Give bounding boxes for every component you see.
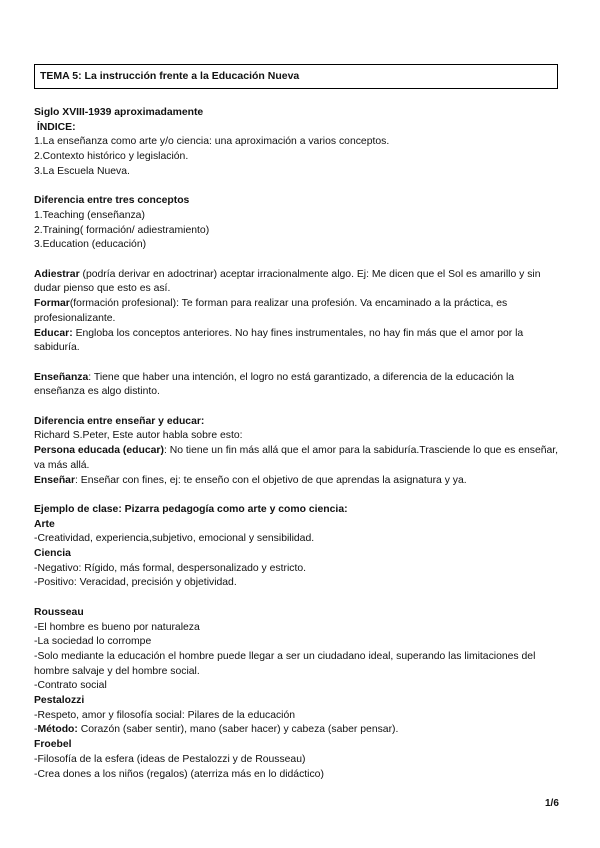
document-body — [34, 106, 562, 782]
concepts-item: 3.Education (educación) — [34, 239, 147, 251]
science-item: -Negativo: Rígido, más formal, despersonalizado y estricto. — [34, 562, 307, 574]
pestalozzi-heading: Pestalozzi — [34, 695, 85, 707]
difference-heading: Diferencia entre enseñar y educar: — [34, 415, 205, 427]
definition-text: : Tiene que haber una intención, el logro no está garantizado, a diferencia de la educación la enseñanza es algo distinto. — [34, 371, 515, 398]
method-text: Corazón (saber sentir), mano (saber hacer) y cabeza (saber pensar). — [77, 724, 399, 736]
froebel-item: -Filosofía de la esfera (ideas de Pestalozzi y de Rousseau) — [34, 753, 306, 765]
difference-persona — [34, 444, 562, 473]
pestalozzi-method — [34, 723, 562, 738]
concepts-item: 2.Training( formación/ adiestramiento) — [34, 224, 210, 236]
method-term: Método: — [37, 724, 78, 736]
definition-text: : Enseñar con fines, ej: te enseño con el objetivo de que aprendas la asignatura y ya. — [75, 474, 467, 486]
difference-ensenar — [34, 474, 562, 489]
rousseau-item: -La sociedad lo corrompe — [34, 636, 152, 648]
definition-adiestrar — [34, 268, 562, 297]
rousseau-heading: Rousseau — [34, 606, 84, 618]
art-heading: Arte — [34, 518, 55, 530]
index-item: 1.La enseñanza como arte y/o ciencia: una aproximación a varios conceptos. — [34, 136, 390, 148]
definition-term: Educar: — [34, 327, 73, 339]
example-heading: Ejemplo de clase: Pizarra pedagogía como arte y como ciencia: — [34, 503, 348, 515]
rousseau-item: -El hombre es bueno por naturaleza — [34, 621, 200, 633]
definition-term: Persona educada (educar) — [34, 445, 164, 457]
index-item: 3.La Escuela Nueva. — [34, 165, 130, 177]
period-heading: Siglo XVIII-1939 aproximadamente — [34, 107, 204, 118]
froebel-item: -Crea dones a los niños (regalos) (aterriza más en lo didáctico) — [34, 768, 324, 780]
art-item: -Creatividad, experiencia,subjetivo, emocional y sensibilidad. — [34, 533, 315, 545]
definition-educar — [34, 327, 562, 356]
definition-text: Engloba los conceptos anteriores. No hay fines instrumentales, no hay fin más que el amor por la sabiduría. — [34, 327, 524, 354]
page-number: 1/6 — [545, 798, 559, 809]
index-item: 2.Contexto histórico y legislación. — [34, 151, 189, 163]
difference-intro: Richard S.Peter, Este autor habla sobre esto: — [34, 430, 243, 442]
science-heading: Ciencia — [34, 548, 71, 560]
definition-ensenanza — [34, 371, 562, 400]
concepts-heading: Diferencia entre tres conceptos — [34, 195, 190, 207]
index-heading: ÍNDICE: — [34, 121, 76, 133]
definition-text: (podría derivar en adoctrinar) aceptar irracionalmente algo. Ej: Me dicen que el Sol es amarillo y sin dudar pienso que esto es así. — [34, 268, 541, 295]
definition-formar — [34, 297, 562, 326]
definition-text: : No tiene un fin más allá que el amor para la sabiduría.Trasciende lo que es enseñar, va más allá. — [34, 445, 559, 471]
rousseau-item: -Contrato social — [34, 680, 107, 692]
document-title: TEMA 5: La instrucción frente a la Educación Nueva — [34, 64, 558, 89]
concepts-item: 1.Teaching (enseñanza) — [34, 209, 145, 221]
definition-text: (formación profesional): Te forman para realizar una profesión. Va encaminado a la práctica, es profesionalizante. — [34, 298, 508, 324]
rousseau-item: -Solo mediante la educación el hombre puede llegar a ser un ciudadano ideal, superando las limitaciones del hombre salvaje y del hombre social. — [34, 650, 536, 677]
pestalozzi-item: -Respeto, amor y filosofía social: Pilares de la educación — [34, 709, 296, 721]
science-item: -Positivo: Veracidad, precisión y objetividad. — [34, 577, 237, 589]
definition-term: Formar — [34, 298, 70, 310]
definition-term: Enseñar — [34, 474, 76, 486]
method-prefix: - — [34, 724, 38, 736]
definition-term: Adiestrar — [34, 268, 80, 280]
froebel-heading: Froebel — [34, 739, 72, 751]
definition-term: Enseñanza — [34, 371, 89, 383]
